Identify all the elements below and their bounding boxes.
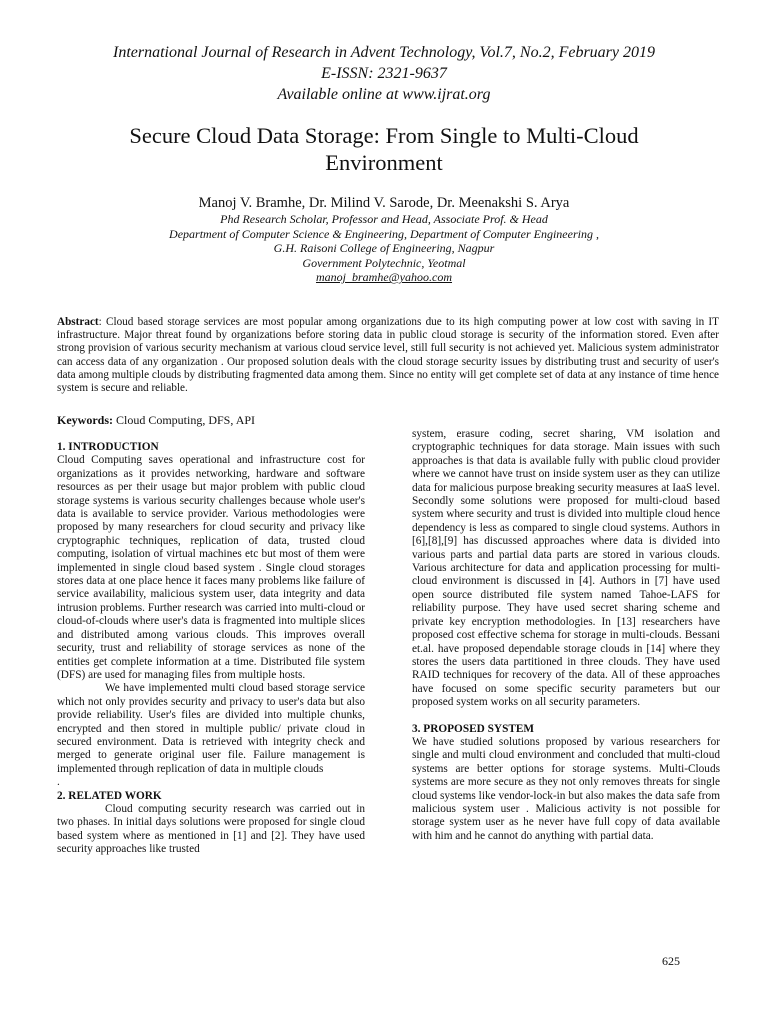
online-line: Available online at www.ijrat.org <box>277 86 491 103</box>
affiliation-line-2: Department of Computer Science & Engineering, Department of Computer Engineering , <box>169 226 599 241</box>
affiliation-line-4: Government Polytechnic, Yeotmal <box>302 255 466 270</box>
affiliation-line-3: G.H. Raisoni College of Engineering, Nagpur <box>273 241 495 256</box>
abstract-text: : Cloud based storage services are most popular among organizations due to its high computing power at low cost with saving in IT infrastructure. Major threat found by organizations before storing data in public cloud storage is security of the information stored. Even after strong provision of various security mechanism at various cloud service level, still full security is not achieved yet. Malicious system administrator can access data of any organization . Our proposed solution deals with the cloud storage security issues by distributing trust and security of user's data among multiple clouds by distributing fragmented data among them. Since no entity will get complete set of data at any instance of time hence system is secure and reliable. <box>57 316 719 395</box>
left-column <box>57 441 365 857</box>
section-heading-proposed-system: 3. PROPOSED SYSTEM <box>412 722 535 735</box>
author-email[interactable]: manoj_bramhe@yahoo.com <box>315 270 453 285</box>
keywords <box>57 413 719 427</box>
right-column <box>412 428 720 843</box>
section-heading-related-work: 2. RELATED WORK <box>57 789 162 802</box>
related-work-paragraph-1: Cloud computing security research was carried out in two phases. In initial days solutions were proposed for single cloud based system where as mentioned in [1] and [2]. They have used security approaches like trusted <box>57 802 365 856</box>
page-number: 625 <box>662 954 680 968</box>
introduction-trailing-period: . <box>57 776 60 789</box>
affiliations <box>0 212 768 285</box>
introduction-paragraph-1: Cloud Computing saves operational and infrastructure cost for organizations as it provides networking, hardware and software resources as per their usage but major problem with public cloud storage systems is various security challenges because whole user's data is available to service provider. Various methodologies were proposed by many researchers for cloud security and privacy like cryptographic techniques, replication of data, trusted cloud computing, isolation of virtual machines etc but most of them were implemented in single cloud based system . Single cloud storages stores data at one place hence it faces many problems like failure of service availability, malicious system user, data integrity and data intrusion problems. Further research was carried into multi-cloud or cloud-of-clouds where user's data is fragmented into multiple slices and distributed among various clouds. This improves overall security, trust and reliability of storage services as none of the entities get complete information at a time. Distributed file system (DFS) are used for managing files from multiple hosts. <box>57 454 365 681</box>
related-work-paragraph-continued: system, erasure coding, secret sharing, VM isolation and cryptographic techniques for data storage. Main issues with such approaches is that data is available fully with public cloud provider where we cannot have trust on inside system user as they can utilize data for malicious purpose breaking security measures at IaaS level. Secondly some solutions were proposed for multi-cloud based system where security and trust is divided into multiple cloud hence dependency is less as compared to single cloud systems. Authors in [6],[8],[9] has discussed approaches where data is divided into various parts and partial data parts are stored in various clouds. Various architecture for data and application processing for multi-cloud environment is discussed in [4]. Authors in [7] have used open source distributed file system named Tahoe-LAFS for reliability purpose. They have used secret sharing scheme and private key encryption methodologies. In [13] researchers have proposed cost effective schema for storage in multi-clouds. Bessani et.al. have proposed dependable storage clouds in [14] where they stores the users data partitioned in three clouds. They have used RAID techniques for recovery of the data. All of these approaches have focused on some specific security parameters but our proposed system works on all security parameters. <box>412 428 720 709</box>
title-line-2: Environment <box>325 150 443 175</box>
affiliation-line-1: Phd Research Scholar, Professor and Head, Associate Prof. & Head <box>220 212 548 226</box>
abstract <box>57 316 719 395</box>
section-heading-introduction: 1. INTRODUCTION <box>57 441 159 453</box>
keywords-label: Keywords: <box>57 413 113 427</box>
abstract-label: Abstract <box>57 316 99 328</box>
author-names: Manoj V. Bramhe, Dr. Milind V. Sarode, Dr. Meenakshi S. Arya <box>198 195 570 211</box>
issn-line: E-ISSN: 2321-9637 <box>321 65 447 82</box>
journal-header <box>0 42 768 105</box>
proposed-system-paragraph-1: We have studied solutions proposed by various researchers for single and multi cloud environment and concluded that multi-cloud systems are better options for storage systems. Multi-Clouds systems are more secure as they not only removes threats for single cloud systems like vendor-lock-in but also makes the data safe from malicious system user . Malicious activity is not possible for storage system user as he never have full copy of data available with him and he cannot do anything with partial data. <box>412 735 720 842</box>
title-line-1: Secure Cloud Data Storage: From Single to Multi-Cloud <box>129 123 639 148</box>
keywords-text: Cloud Computing, DFS, API <box>113 413 256 427</box>
paper-title <box>60 122 708 176</box>
journal-line: International Journal of Research in Advent Technology, Vol.7, No.2, February 2019 <box>112 44 655 61</box>
introduction-paragraph-2: We have implemented multi cloud based storage service which not only provides security and privacy to user's data but also provide reliability. User's files are divided into multiple chunks, encrypted and then stored in multiple public/ private cloud in secured environment. Data is retrieved with integrity check and merged to generate original user file. Failure management is implemented through replication of data in multiple clouds <box>57 682 365 775</box>
section-spacer <box>412 710 720 723</box>
